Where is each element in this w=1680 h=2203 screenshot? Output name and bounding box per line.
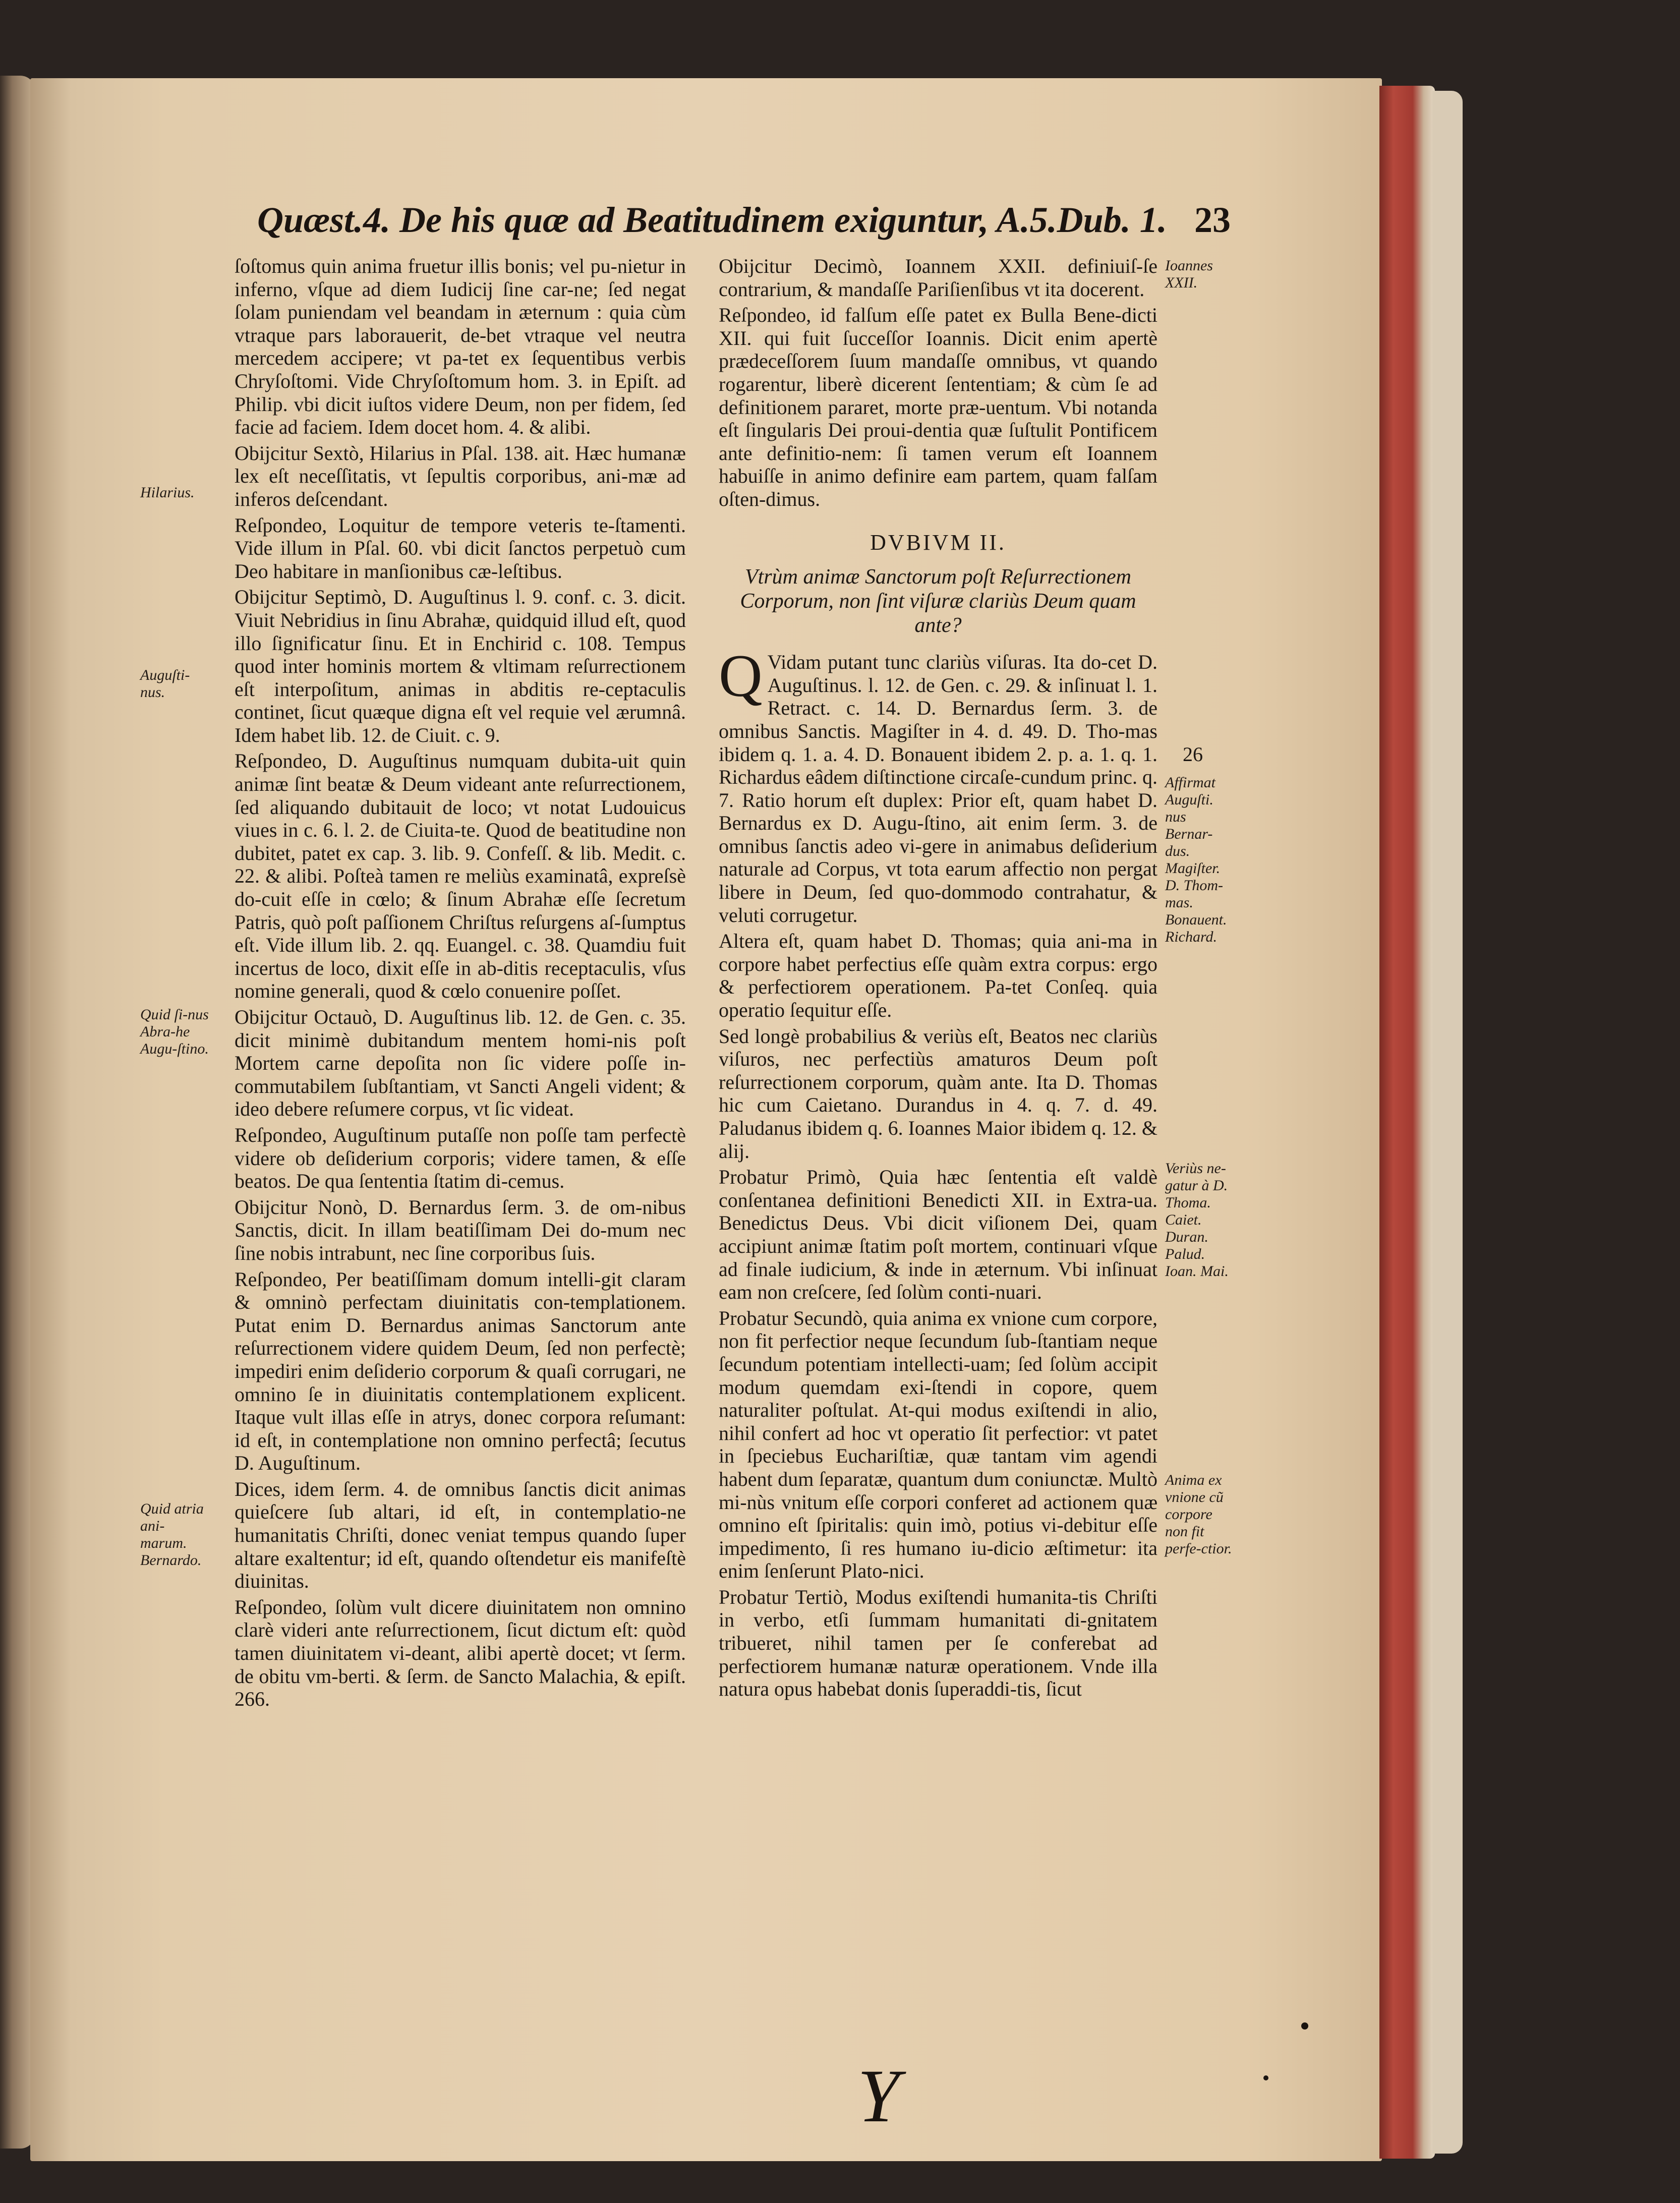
margin-note-augustinus: Auguſti-nus. [140,667,190,701]
left-paragraph: Obijcitur Octauò, D. Auguſtinus lib. 12. de Gen. c. 35. dicit minimè dubitandum mentem homi-nis poſt Mortem carne depoſita non ſic videre poſſe in-commutabilem ſubſtantiam, vt Sancti Angeli vident; & ideo debere reſumere corpus, vt ſic videat. [235,1006,686,1121]
dubium-heading: DVBIVM II. [870,530,1006,555]
right-column [719,255,1157,1704]
left-paragraph: ſoſtomus quin anima fruetur illis bonis; vel pu-nietur in inferno, vſque ad diem Iudicij ſine car-ne; ſed negat ſolam puniendam vel beandam in æternum : quia cùm vtraque pars laborauerit, de-bet vtraque vel neutra mercedem accipere; vt pa-tet ex ſequentibus verbis Chryſoſtomi. Vide Chryſoſtomum hom. 3. in Epiſt. ad Philip. vbi dicit iuſtos videre Deum, non per fidem, ſed facie ad faciem. Idem docet hom. 4. & alibi. [235,255,686,439]
margin-note-ioannes: Ioannes XXII. [1165,257,1213,291]
left-paragraph: Dices, idem ſerm. 4. de omnibus ſanctis dicit animas quieſcere ſub altari, id eſt, in contemplatio-ne humanitatis Chriſti, donec veniat tempus quando ſuper altare exaltentur; id eſt, quando oſtendetur eis manifeſtè diuinitas. [235,1477,686,1593]
right-paragraph: Probatur Primò, Quia hæc ſententia eſt valdè conſentanea definitioni Benedicti XII. in Extra-ua. Benedictus Deus. Vbi dicit viſionem Dei, quam accipiunt animæ ſtatim poſt mortem, continuari vſque ad finale iudicium, & inde in æternum. Vbi inſinuat eam non creſcere, ſed ſolùm conti-nuari. [719,1166,1157,1304]
book-page [30,78,1382,2161]
signature-mark: Y [857,2054,900,2138]
margin-note-anima-ex: Anima ex vnione cũ corpore non fit perfe-ctior. [1165,1472,1232,1557]
margin-note-quid-atria: Quid atria ani-marum. Bernardo. [140,1500,204,1569]
right-paragraph: Altera eſt, quam habet D. Thomas; quia ani-ma in corpore habet perfectius eſſe quàm extra corpus: ergo & perfectiorem operationem. Pa-tet Conſeq. quia operatio ſequitur eſſe. [719,930,1157,1022]
header-title: Quæst.4. De his quæ ad Beatitudinem exiguntur, A.5.Dub. 1. [257,200,1167,240]
left-paragraph: Reſpondeo, Per beatiſſimam domum intelli-git claram & omninò perfectam diuinitatis con-templationem. Putat enim D. Bernardus animas Sanctorum ante reſurrectionem videre quidem Deum, ſed non perfectè; impediri enim deſiderio corporum & quaſi corrugari, ne omnino ſe in diuinitatis contemplationem explicent. Itaque vult illas eſſe in atrys, donec corpora reſumant: id eſt, in contemplatione non omnino perfectâ; ſecutus D. Auguſtinum. [235,1267,686,1475]
margin-number: 26 [1183,743,1203,766]
binding-edge [1432,91,1463,2154]
left-paragraph: Obijcitur Nonò, D. Bernardus ſerm. 3. de om-nibus Sanctis, dicit. In illam beatiſſimam Dei do-mum nec ſine nobis intrabunt, nec ſine corporibus ſuis. [235,1195,686,1264]
right-paragraph: Obijcitur Decimò, Ioannem XXII. definiuiſ-ſe contrarium, & mandaſſe Pariſienſibus vt ita docerent. [719,255,1157,301]
red-page-edges [1379,86,1435,2159]
first-paragraph-text: Vidam putant tunc clariùs viſuras. Ita do-cet D. Auguſtinus. l. 12. de Gen. c. 29. & inſinuat l. 1. Retract. c. 14. D. Bernardus ſerm. 3. de omnibus Sanctis. Magiſter in 4. d. 49. D. Tho-mas ibidem q. 1. a. 4. D. Bonauent ibidem 2. p. a. 1. q. 1. Richardus eâdem diſtinctione circaſe-cundum princ. q. 7. Ratio horum eſt duplex: Prior eſt, quam habet D. Bernardus ex D. Augu-ſtino, ait enim ſerm. 3. de omnibus ſanctis adeo vi-gere in animabus deſiderium naturale ad Corpus, vt tota earum affectio non pergat libere in Deum, ſed quo-dommodo contrahatur, & veluti corrugetur. [719,651,1157,926]
right-paragraph: Sed longè probabilius & veriùs eſt, Beatos nec clariùs viſuros, nec perfectiùs amaturos Deum poſt reſurrectionem corporum, quàm ante. Ita D. Thomas hic cum Caietano. Durandus in 4. q. 7. d. 49. Paludanus ibidem q. 6. Ioannes Maior ibidem q. 12. & alij. [719,1024,1157,1163]
right-paragraph: Reſpondeo, id falſum eſſe patet ex Bulla Bene-dicti XII. qui fuit ſucceſſor Ioannis. Dicit enim apertè prædeceſſorem ſuum mandaſſe omnibus, vt quando rogarentur, liberè dicerent ſententiam; & cùm ſe ad definitionem pararet, morte præ-uentum. Vbi notanda eſt ſingularis Dei proui-dentia quæ ſuſtulit Pontificem ante definitio-nem: ſi tamen verum eſt Ioannem habuiſſe in animo definire eam partem, quam falſam oſten-dimus. [719,304,1157,510]
left-paragraph: Reſpondeo, Auguſtinum putaſſe non poſſe tam perfectè videre ob deſiderium corporis; videre tamen, & eſſe beatos. De qua ſententia ſtatim di-cemus. [235,1123,686,1193]
margin-note-verius: Veriùs ne-gatur à D. Thoma. Caiet. Duran. Palud. Ioan. Mai. [1165,1160,1229,1280]
drop-cap: Q [719,642,763,710]
right-paragraph: Probatur Secundò, quia anima ex vnione cum corpore, non fit perfectior neque ſecundum ſub-ſtantiam neque ſecundum potentiam intellecti-uam; ſed ſolùm accipit modum quemdam exi-ſtendi in copore, quem naturaliter poſtulat. At-qui modus exiſtendi in alio, nihil confert ad hoc vt operatio ſit perfectior: vt patet in ſpeciebus Euchariſtiæ, quæ tantam vim agendi habent dum ſeparatæ, quantum dum coniunctæ. Multò mi-nùs vnitum eſſe corpori conferet ad actionem quæ omnino eſt ſpiritalis: quin imò, potius vi-debitur eſſe impedimento, ſi res humano iu-dicio æſtimetur: ita enim ſenſerunt Plato-nici. [719,1306,1157,1583]
left-paragraph: Reſpondeo, D. Auguſtinus numquam dubita-uit quin animæ ſint beatæ & Deum videant ante reſurrectionem, ſed aliquando dubitauit de loco; vt notat Ludouicus viues in c. 6. l. 2. de Ciuita-te. Quod de beatitudine non dubitet, patet ex cap. 3. lib. 9. Confeſſ. & lib. Medit. c. 22. & alibi. Poſteà tamen re meliùs examinatâ, expreſsè do-cuit eſſe in cœlo; & ſinum Abrahæ eſſe ſecretum Patris, quò poſt paſſionem Chriſtus reſurgens aſ-ſumptus eſt. Vide illum lib. 2. qq. Euangel. c. 38. Quamdiu fuit incertus de loco, dixit eſſe in ab-ditis receptaculis, vſus nomine generali, quod & cœlo conuenire poſſet. [235,749,686,1003]
page-number: 23 [1194,200,1231,240]
margin-note-quid-sinus: Quid ſi-nus Abra-he Augu-ſtino. [140,1006,209,1057]
left-column [235,255,686,1714]
ink-spot [1263,2075,1268,2080]
right-paragraph: Probatur Tertiò, Modus exiſtendi humanita-tis Chriſti in verbo, etſi ſummam humanitati di-gnitatem tribueret, nihil tamen per ſe conferebat ad perfectiorem humanæ naturæ operationem. Vnde illa natura opus habebat donis ſuperaddi-tis, ſicut [719,1585,1157,1701]
running-header [257,199,1231,255]
left-paragraph: Reſpondeo, ſolùm vult dicere diuinitatem non omnino clarè videri ante reſurrectionem, ſicut dictum eſt: quòd tamen diuinitatem vi-deant, alibi apertè docet; vt ſerm. de obitu vm-berti. & ſerm. de Sancto Malachia, & epiſt. 266. [235,1595,686,1711]
left-paragraph: Reſpondeo, Loquitur de tempore veteris te-ſtamenti. Vide illum in Pſal. 60. vbi dicit ſanctos perpetuò cum Deo habitare in manſionibus cæ-leſtibus. [235,513,686,583]
left-paragraph: Obijcitur Septimò, D. Auguſtinus l. 9. conf. c. 3. dicit. Viuit Nebridius in ſinu Abrahæ, quidquid illud eſt, quod illo ſignificatur ſinu. Et in Enchirid c. 108. Tempus quod inter hominis mortem & vltimam reſurrectionem eſt interpoſitum, animas in abditis re-ceptaculis continet, ſicut quæque digna eſt vel requie vel ærumnâ. Idem habet lib. 12. de Ciuit. c. 9. [235,586,686,746]
left-paragraph: Obijcitur Sextò, Hilarius in Pſal. 138. ait. Hæc humanæ lex eſt neceſſitatis, vt ſepultis corporibus, ani-mæ ad inferos deſcendant. [235,441,686,510]
dubium-question: Vtrùm animæ Sanctorum poſt Reſurrectionem Corporum, non ſint viſuræ clariùs Deum quam ante? [740,565,1136,637]
ink-spot [1301,2022,1308,2030]
margin-note-hilarius: Hilarius. [140,484,195,501]
margin-note-affirmat: Affirmat Auguſti. nus Bernar-dus. Magiſter. D. Thom-mas. Bonauent. Richard. [1165,774,1227,945]
right-paragraph-first [719,642,1157,926]
